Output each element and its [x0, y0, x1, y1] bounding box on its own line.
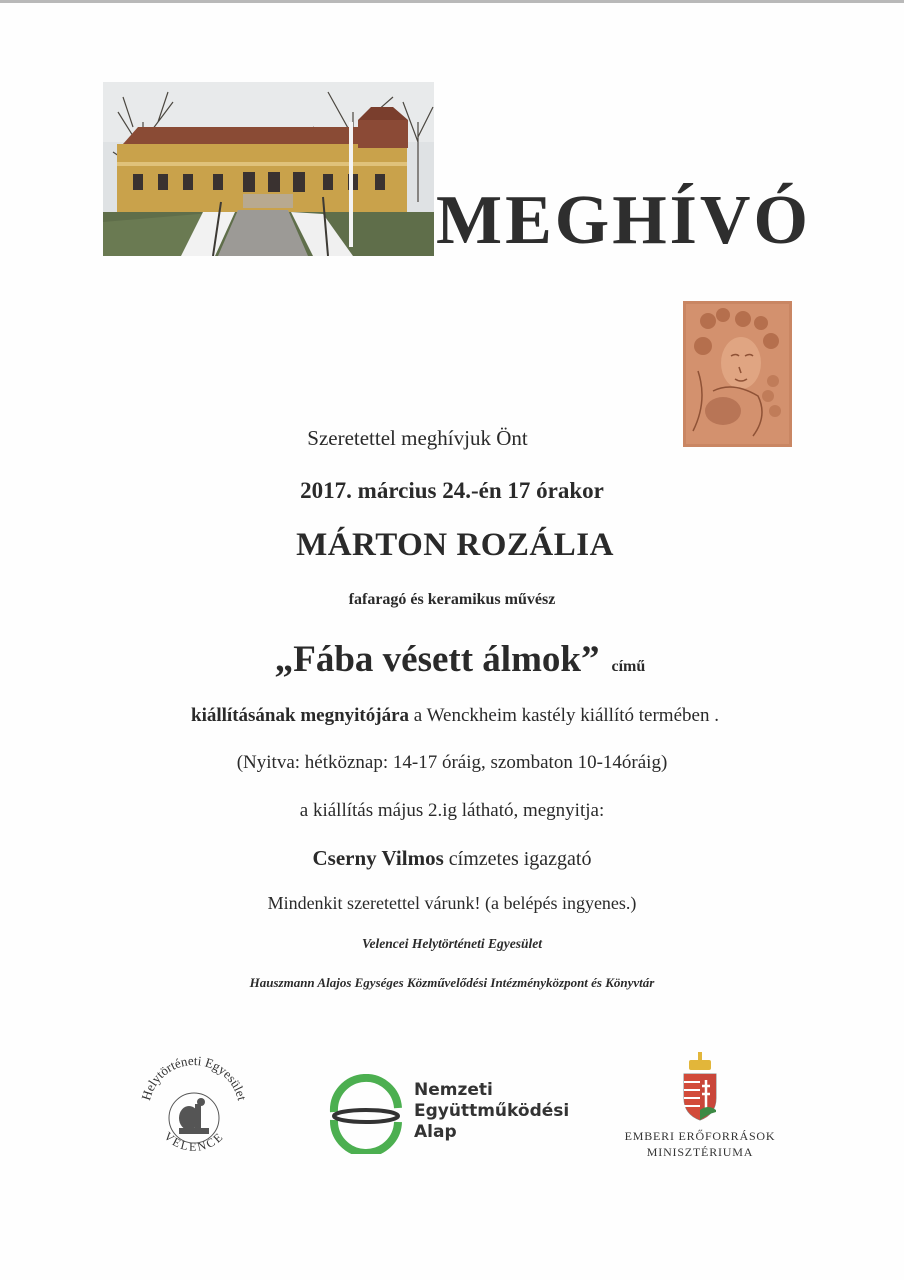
- emmi-line-1: EMBERI ERŐFORRÁSOK: [624, 1129, 776, 1143]
- nea-emblem-icon: [326, 1074, 406, 1154]
- exhibition-suffix: című: [611, 658, 646, 675]
- organizer-2: Hauszmann Alajos Egységes Közművelődési Intézményközpont és Könyvtár: [249, 975, 655, 990]
- logo-arc-text: Helytörténeti Egyesület: [138, 1052, 250, 1102]
- logo-bottom-text: VELENCE: [161, 1128, 227, 1154]
- hungarian-coat-of-arms-icon: [680, 1052, 720, 1122]
- opening-bold: kiállításának megnyitójára: [191, 705, 410, 726]
- artist-role: fafaragó és keramikus művész: [348, 591, 556, 608]
- emmi-logo: [620, 1052, 780, 1162]
- nea-line-2: Együttműködési: [414, 1101, 570, 1121]
- castle-photo: [103, 82, 434, 256]
- opening-venue: a Wenckheim kastély kiállító termében .: [409, 705, 719, 726]
- exhibition-title-line: [0, 638, 904, 681]
- nea-line-3: Alap: [414, 1122, 457, 1142]
- organizer-1: Velencei Helytörténeti Egyesület: [362, 936, 542, 951]
- exhibition-title: „Fába vésett álmok”: [274, 639, 600, 680]
- event-datetime: 2017. március 24.-én 17 órakor: [300, 478, 604, 503]
- opening-line: [0, 705, 904, 727]
- svg-text:Helytörténeti Egyesület: [138, 1053, 250, 1102]
- opener-title: címzetes igazgató: [443, 848, 592, 870]
- greeting: Szeretettel meghívjuk Önt: [307, 426, 528, 450]
- welcome-text: Mindenkit szeretettel várunk! (a belépés ingyenes.): [267, 893, 637, 913]
- artist-name: MÁRTON ROZÁLIA: [296, 527, 614, 563]
- emmi-line-2: MINISZTÉRIUMA: [646, 1145, 754, 1159]
- page-title: MEGHÍVÓ: [436, 182, 811, 259]
- helytorteneti-egyesulet-logo: [135, 1052, 253, 1164]
- opener-line: [0, 846, 904, 871]
- opening-hours: (Nyitva: hétköznap: 14-17 óráig, szombaton 10-14óráig): [236, 752, 668, 773]
- opener-name: Cserny Vilmos: [312, 846, 444, 870]
- visible-until: a kiállítás május 2.ig látható, megnyitja:: [299, 800, 605, 821]
- nea-text: [414, 1080, 569, 1143]
- scan-edge: [0, 0, 904, 3]
- emmi-text: [620, 1128, 780, 1160]
- nea-logo: [326, 1074, 586, 1154]
- nea-line-1: Nemzeti: [414, 1080, 493, 1100]
